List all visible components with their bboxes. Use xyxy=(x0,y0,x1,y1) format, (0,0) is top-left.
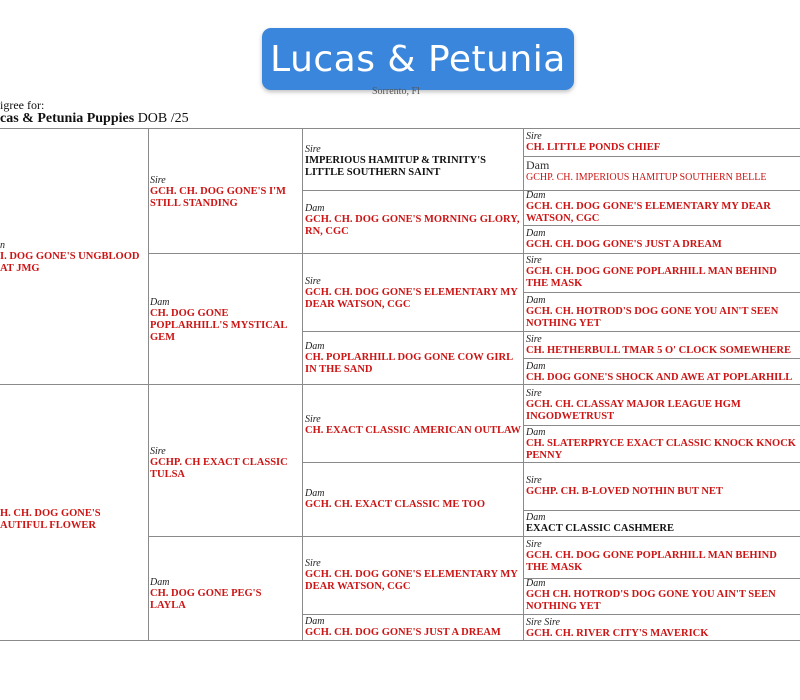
grid-line xyxy=(523,225,800,226)
ancestor-name: GCH. CH. DOG GONE'S I'M STILL STANDING xyxy=(150,186,286,209)
grid-line xyxy=(0,640,800,641)
grid-line xyxy=(523,156,800,157)
ancestor-name: IMPERIOUS HAMITUP & TRINITY'S LITTLE SOUTHERN SAINT xyxy=(305,155,486,178)
grid-line xyxy=(302,614,800,615)
ancestor-name: CH. DOG GONE'S SHOCK AND AWE AT POPLARHILL xyxy=(526,372,793,383)
gen3-cell xyxy=(305,488,521,511)
gen4-cell xyxy=(526,159,798,184)
gen4-cell xyxy=(526,228,798,251)
gen4-cell xyxy=(526,539,798,574)
ancestor-role: Sire xyxy=(526,539,542,550)
ancestor-role: Sire xyxy=(150,446,166,457)
gen3-cell xyxy=(305,203,521,238)
gen2-cell xyxy=(150,175,298,210)
gen4-cell xyxy=(526,295,798,330)
ancestor-name: CH. DOG GONE POPLARHILL'S MYSTICAL GEM xyxy=(150,308,287,343)
ancestor-name: GCH. CH. DOG GONE POPLARHILL MAN BEHIND THE MASK xyxy=(526,550,777,573)
ancestor-role: Sire xyxy=(526,388,542,399)
ancestor-role: Sire xyxy=(150,175,166,186)
grid-line xyxy=(148,253,800,254)
gen3-cell xyxy=(305,144,521,179)
ancestor-name: GCH. CH. DOG GONE'S JUST A DREAM xyxy=(305,627,501,638)
gen2-cell xyxy=(150,577,298,612)
logo-lucas-petunia xyxy=(262,28,574,90)
ancestor-name: I. DOG GONE'S UNGBLOOD AT JMG xyxy=(0,251,140,274)
gen4-cell xyxy=(526,512,798,535)
ancestor-role: Sire xyxy=(526,255,542,266)
gen3-cell xyxy=(305,414,521,437)
ancestor-role: Dam xyxy=(526,361,546,372)
ancestor-name: GCH. CH. EXACT CLASSIC ME TOO xyxy=(305,499,485,510)
grid-line xyxy=(523,292,800,293)
ancestor-role: Dam xyxy=(526,578,546,589)
ancestor-name: CH. HETHERBULL TMAR 5 O' CLOCK SOMEWHERE xyxy=(526,345,791,356)
ancestor-role: Sire xyxy=(526,131,542,142)
grid-line xyxy=(148,128,149,640)
ancestor-name: CH. EXACT CLASSIC AMERICAN OUTLAW xyxy=(305,425,521,436)
ancestor-role: Dam xyxy=(526,295,546,306)
ancestor-role: Dam xyxy=(305,616,325,627)
pedigree-title xyxy=(0,111,189,127)
gen3-cell xyxy=(305,341,521,376)
ancestor-role: Dam xyxy=(305,203,325,214)
ancestor-name: GCH. CH. DOG GONE'S MORNING GLORY, RN, CGC xyxy=(305,214,520,237)
gen4-cell xyxy=(526,361,798,384)
ancestor-role: Dam xyxy=(526,190,546,201)
logo-text: Lucas & Petunia xyxy=(270,38,566,80)
gen1-sire-cell xyxy=(0,240,146,275)
gen4-cell xyxy=(526,131,798,154)
ancestor-role: n xyxy=(0,240,5,251)
ancestor-role: Dam xyxy=(150,297,170,308)
ancestor-role: Dam xyxy=(150,577,170,588)
ancestor-name: CH. POPLARHILL DOG GONE COW GIRL IN THE SAND xyxy=(305,352,513,375)
gen3-cell xyxy=(305,616,521,639)
gen4-cell xyxy=(526,475,798,498)
location-text: Sorrento, Fl xyxy=(372,86,420,97)
grid-line xyxy=(0,128,800,129)
ancestor-role: Dam xyxy=(526,228,546,239)
gen4-cell xyxy=(526,190,798,225)
grid-line xyxy=(523,358,800,359)
ancestor-role: Dam xyxy=(305,488,325,499)
grid-line xyxy=(0,384,800,385)
grid-line xyxy=(148,536,800,537)
ancestor-role: Sire Sire xyxy=(526,617,560,628)
gen1-dam-cell xyxy=(0,508,146,532)
ancestor-role: Sire xyxy=(305,144,321,155)
gen4-cell xyxy=(526,388,798,423)
ancestor-name: EXACT CLASSIC CASHMERE xyxy=(526,523,675,534)
grid-line xyxy=(302,331,800,332)
ancestor-name: CH. SLATERPRYCE EXACT CLASSIC KNOCK KNOCK PENNY xyxy=(526,438,796,461)
grid-line xyxy=(523,425,800,426)
ancestor-name: H. CH. DOG GONE'S AUTIFUL FLOWER xyxy=(0,508,101,531)
ancestor-name: GCH. CH. DOG GONE'S ELEMENTARY MY DEAR WATSON, CGC xyxy=(305,287,518,310)
gen3-cell xyxy=(305,276,521,311)
gen4-cell xyxy=(526,334,798,357)
gen2-cell xyxy=(150,297,298,344)
pedigree-label: igree for: xyxy=(0,98,45,112)
gen3-cell xyxy=(305,558,521,593)
grid-line xyxy=(523,510,800,511)
ancestor-name: GCH. CH. DOG GONE POPLARHILL MAN BEHIND THE MASK xyxy=(526,266,777,289)
grid-line xyxy=(302,128,303,640)
ancestor-name: GCHP. CH. B-LOVED NOTHIN BUT NET xyxy=(526,486,723,497)
ancestor-name: GCH CH. HOTROD'S DOG GONE YOU AIN'T SEEN NOTHING YET xyxy=(526,589,776,612)
gen4-cell xyxy=(526,255,798,290)
litter-name: cas & Petunia Puppies xyxy=(0,111,135,126)
ancestor-name: GCHP. CH EXACT CLASSIC TULSA xyxy=(150,457,288,480)
ancestor-role: Dam xyxy=(526,158,550,172)
ancestor-name: CH. DOG GONE PEG'S LAYLA xyxy=(150,588,262,611)
grid-line xyxy=(523,128,524,640)
ancestor-role: Sire xyxy=(526,475,542,486)
gen4-cell xyxy=(526,427,798,462)
ancestor-name: GCH. CH. DOG GONE'S ELEMENTARY MY DEAR WATSON, CGC xyxy=(305,569,518,592)
gen4-cell xyxy=(526,578,798,613)
ancestor-name: GCH. CH. HOTROD'S DOG GONE YOU AIN'T SEEN NOTHING YET xyxy=(526,306,779,329)
ancestor-role: Sire xyxy=(526,334,542,345)
grid-line xyxy=(302,462,800,463)
ancestor-name: GCH. CH. DOG GONE'S JUST A DREAM xyxy=(526,239,722,250)
ancestor-name: GCH. CH. CLASSAY MAJOR LEAGUE HGM INGODWETRUST xyxy=(526,399,741,422)
ancestor-role: Dam xyxy=(526,512,546,523)
ancestor-name: GCH. CH. RIVER CITY'S MAVERICK xyxy=(526,628,709,639)
litter-dob: DOB /25 xyxy=(137,111,189,126)
ancestor-name: CH. LITTLE PONDS CHIEF xyxy=(526,142,661,153)
gen2-cell xyxy=(150,446,298,481)
ancestor-name: GCH. CH. DOG GONE'S ELEMENTARY MY DEAR WATSON, CGC xyxy=(526,201,771,224)
gen4-cell xyxy=(526,617,798,640)
ancestor-role: Sire xyxy=(305,414,321,425)
ancestor-role: Dam xyxy=(526,427,546,438)
ancestor-role: Dam xyxy=(305,341,325,352)
ancestor-name: GCHP. CH. IMPERIOUS HAMITUP SOUTHERN BELLE xyxy=(526,172,767,183)
ancestor-role: Sire xyxy=(305,276,321,287)
ancestor-role: Sire xyxy=(305,558,321,569)
